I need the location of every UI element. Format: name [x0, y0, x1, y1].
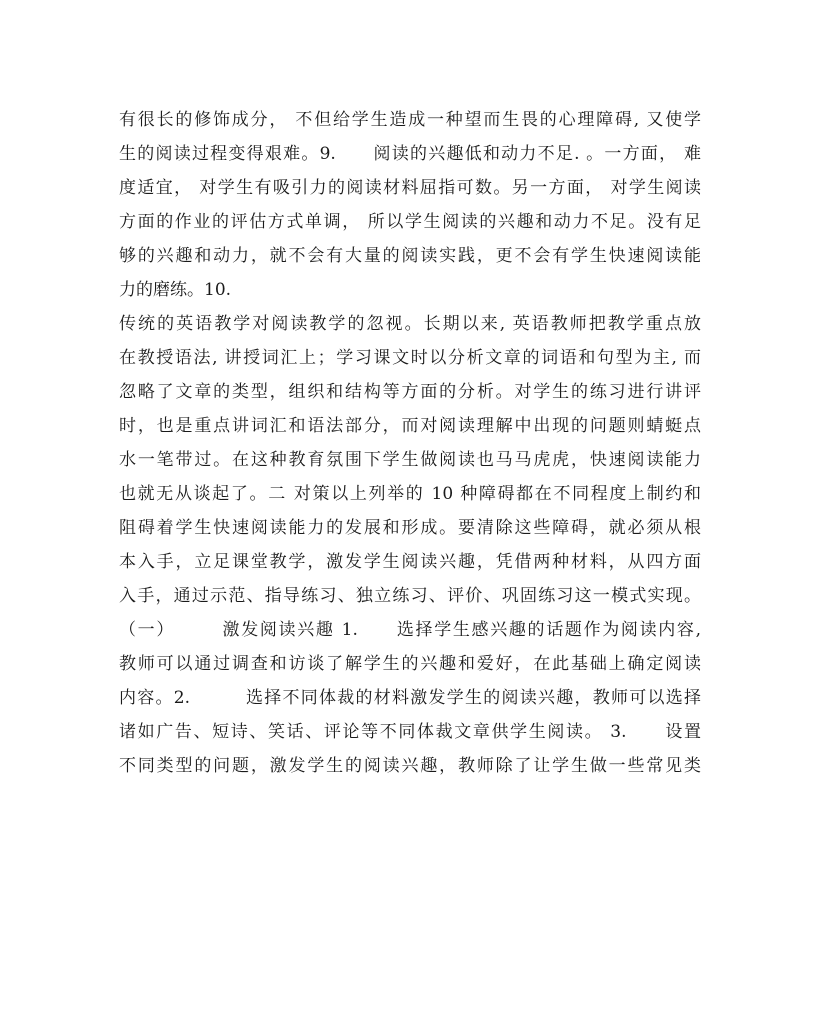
body-text	[119, 103, 701, 783]
text-line: 时，也是重点讲词汇和语法部分，而对阅读理解中出现的问题则蜻蜓点	[119, 416, 701, 436]
text-line: 也就无从谈起了。二 对策以上列举的 10 种障碍都在不同程度上制约和	[119, 484, 701, 504]
text-line: 度适宜， 对学生有吸引力的阅读材料屈指可数。另一方面， 对学生阅读	[119, 178, 701, 198]
text-line: 本入手，立足课堂教学，激发学生阅读兴趣，凭借两种材料，从四方面	[119, 552, 701, 572]
text-line: 忽略了文章的类型，组织和结构等方面的分析。对学生的练习进行讲评	[119, 382, 701, 402]
text-line: 水一笔带过。在这种教育氛围下学生做阅读也马马虎虎，快速阅读能力	[119, 450, 701, 470]
text-line: 入手，通过示范、指导练习、独立练习、评价、巩固练习这一模式实现。	[119, 586, 701, 606]
text-line: 生的阅读过程变得艰难。9. 阅读的兴趣低和动力不足. 。一方面， 难	[119, 144, 701, 164]
text-line: 内容。2. 选择不同体裁的材料激发学生的阅读兴趣，教师可以选择	[119, 688, 701, 708]
text-line: （一） 激发阅读兴趣 1. 选择学生感兴趣的话题作为阅读内容,	[119, 620, 701, 640]
text-line: 诸如广告、短诗、笑话、评论等不同体裁文章供学生阅读。 3. 设置	[119, 722, 701, 742]
text-line: 不同类型的问题，激发学生的阅读兴趣，教师除了让学生做一些常见类	[119, 756, 701, 776]
text-line: 方面的作业的评估方式单调， 所以学生阅读的兴趣和动力不足。没有足	[119, 212, 701, 232]
text-line: 够的兴趣和动力，就不会有大量的阅读实践，更不会有学生快速阅读能	[119, 246, 701, 266]
text-line: 传统的英语教学对阅读教学的忽视。长期以来, 英语教师把教学重点放	[119, 314, 701, 334]
text-line: 在教授语法, 讲授词汇上；学习课文时以分析文章的词语和句型为主, 而	[119, 348, 701, 368]
text-line: 力的磨练。10.	[119, 280, 232, 300]
text-line: 阻碍着学生快速阅读能力的发展和形成。要清除这些障碍，就必须从根	[119, 518, 701, 538]
text-line: 教师可以通过调查和访谈了解学生的兴趣和爱好，在此基础上确定阅读	[119, 654, 701, 674]
text-line: 有很长的修饰成分， 不但给学生造成一种望而生畏的心理障碍, 又使学	[119, 110, 701, 130]
